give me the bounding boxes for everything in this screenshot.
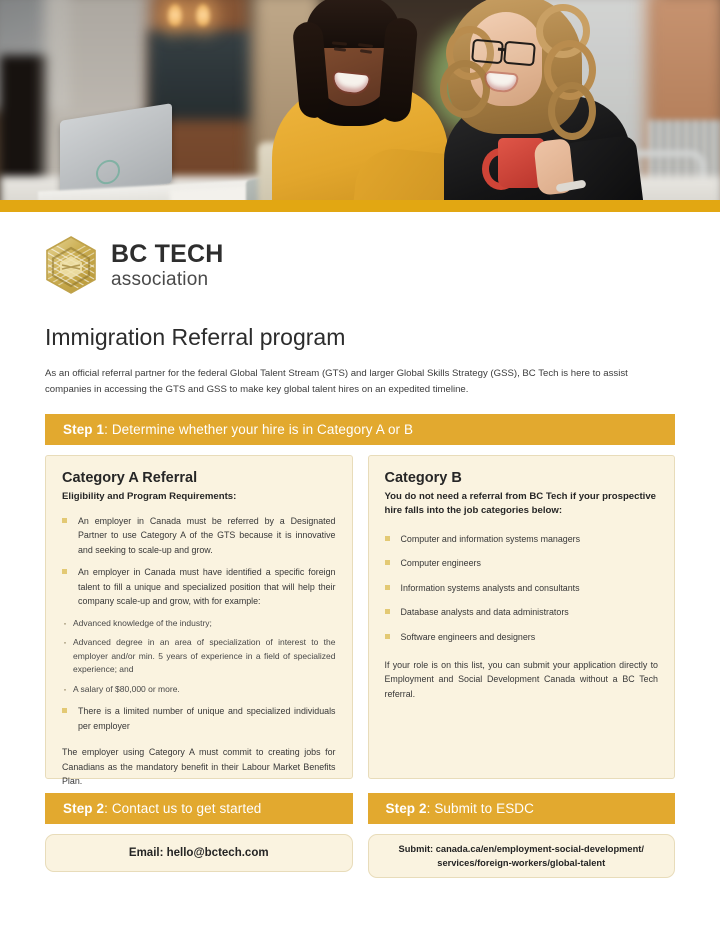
brand-lockup <box>45 236 675 294</box>
list-item: There is a limited number of unique and specialized individuals per employer <box>62 704 336 733</box>
category-a-list <box>62 514 336 609</box>
person-right-curl <box>440 60 490 118</box>
list-item: An employer in Canada must have identified a specific foreign talent to fill a unique and specialized position that will help their company scale-up and grow, with for example: <box>62 565 336 608</box>
page-content <box>0 236 720 878</box>
step-2-left-column <box>45 793 353 878</box>
step-2-right-text: : Submit to ESDC <box>426 801 535 817</box>
pendant-lamp-icon <box>196 4 210 26</box>
category-b-list <box>385 532 659 644</box>
step-2-right-banner <box>368 793 676 824</box>
list-item: Database analysts and data administrators <box>385 605 659 619</box>
category-a-subtitle: Eligibility and Program Requirements: <box>62 491 237 503</box>
list-item: · A salary of $80,000 or more. <box>62 683 336 697</box>
category-b-note: If your role is on this list, you can submit your application directly to Employment and Social Development Canada without a BC Tech referral. <box>384 659 658 699</box>
brand-subtitle: association <box>111 268 209 290</box>
eyeglasses-icon <box>471 39 504 65</box>
category-b-subtitle: You do not need a referral from BC Tech if your prospective hire falls into the job categories below: <box>384 491 657 516</box>
brand-text <box>111 239 224 290</box>
list-item: Computer engineers <box>385 556 659 570</box>
intro-paragraph: As an official referral partner for the federal Global Talent Stream (GTS) and larger Global Skills Strategy (GSS), BC Tech is here to assist companies in accessing the GTS and GSS to make key global talent hires on an expedited timeline. <box>45 368 628 396</box>
category-a-title: Category A Referral <box>62 470 198 487</box>
list-item: Software engineers and designers <box>385 630 659 644</box>
step-2-row <box>45 793 675 878</box>
step-2-right-label: Step 2 <box>385 801 427 817</box>
step-2-right-column <box>368 793 676 878</box>
category-b-box <box>368 455 676 779</box>
pendant-lamp-icon <box>168 4 182 26</box>
category-a-box <box>45 455 353 787</box>
list-item: Computer and information systems managers <box>385 532 659 546</box>
category-b-column <box>368 455 676 779</box>
step-2-left-text: : Contact us to get started <box>104 801 262 817</box>
hexagon-woven-logo-icon <box>45 236 97 294</box>
category-b-title: Category B <box>384 470 462 487</box>
person-right-curl <box>548 82 596 140</box>
hero-accent-bar <box>0 200 720 212</box>
brand-name: BC TECH <box>111 239 224 268</box>
category-a-sublist <box>62 617 336 697</box>
list-item: Information systems analysts and consultants <box>385 581 659 595</box>
hero-photo <box>0 0 720 212</box>
step-2-left-label: Step 2 <box>63 801 105 817</box>
list-item: An employer in Canada must be referred by a Designated Partner to use Category A of the GTS because it is innovative and seeking to scale-up and grow. <box>62 514 336 557</box>
email-contact-pill[interactable]: Email: hello@bctech.com <box>45 834 353 872</box>
eyeglasses-icon <box>503 41 536 67</box>
category-columns <box>45 455 675 787</box>
category-a-list-last <box>62 704 336 733</box>
category-a-note: The employer using Category A must commit to creating jobs for Canadians as the mandatory benefit in their Labour Market Benefits Plan. <box>62 747 336 787</box>
page-title: Immigration Referral program <box>45 324 346 350</box>
list-item: · Advanced knowledge of the industry; <box>62 617 336 631</box>
esdc-submit-link-pill[interactable]: Submit: canada.ca/en/employment-social-development/ services/foreign-workers/global-talent <box>368 834 676 878</box>
step-1-text: : Determine whether your hire is in Category A or B <box>104 422 414 438</box>
step-2-left-banner <box>45 793 353 824</box>
hero-banner <box>0 0 720 212</box>
list-item: · Advanced degree in an area of specialization of interest to the employer and/or min. 5 years of experience in a field of specialized experience; and <box>62 636 336 677</box>
step-1-banner <box>45 414 675 445</box>
step-1-label: Step 1 <box>63 422 105 438</box>
category-a-column <box>45 455 353 787</box>
